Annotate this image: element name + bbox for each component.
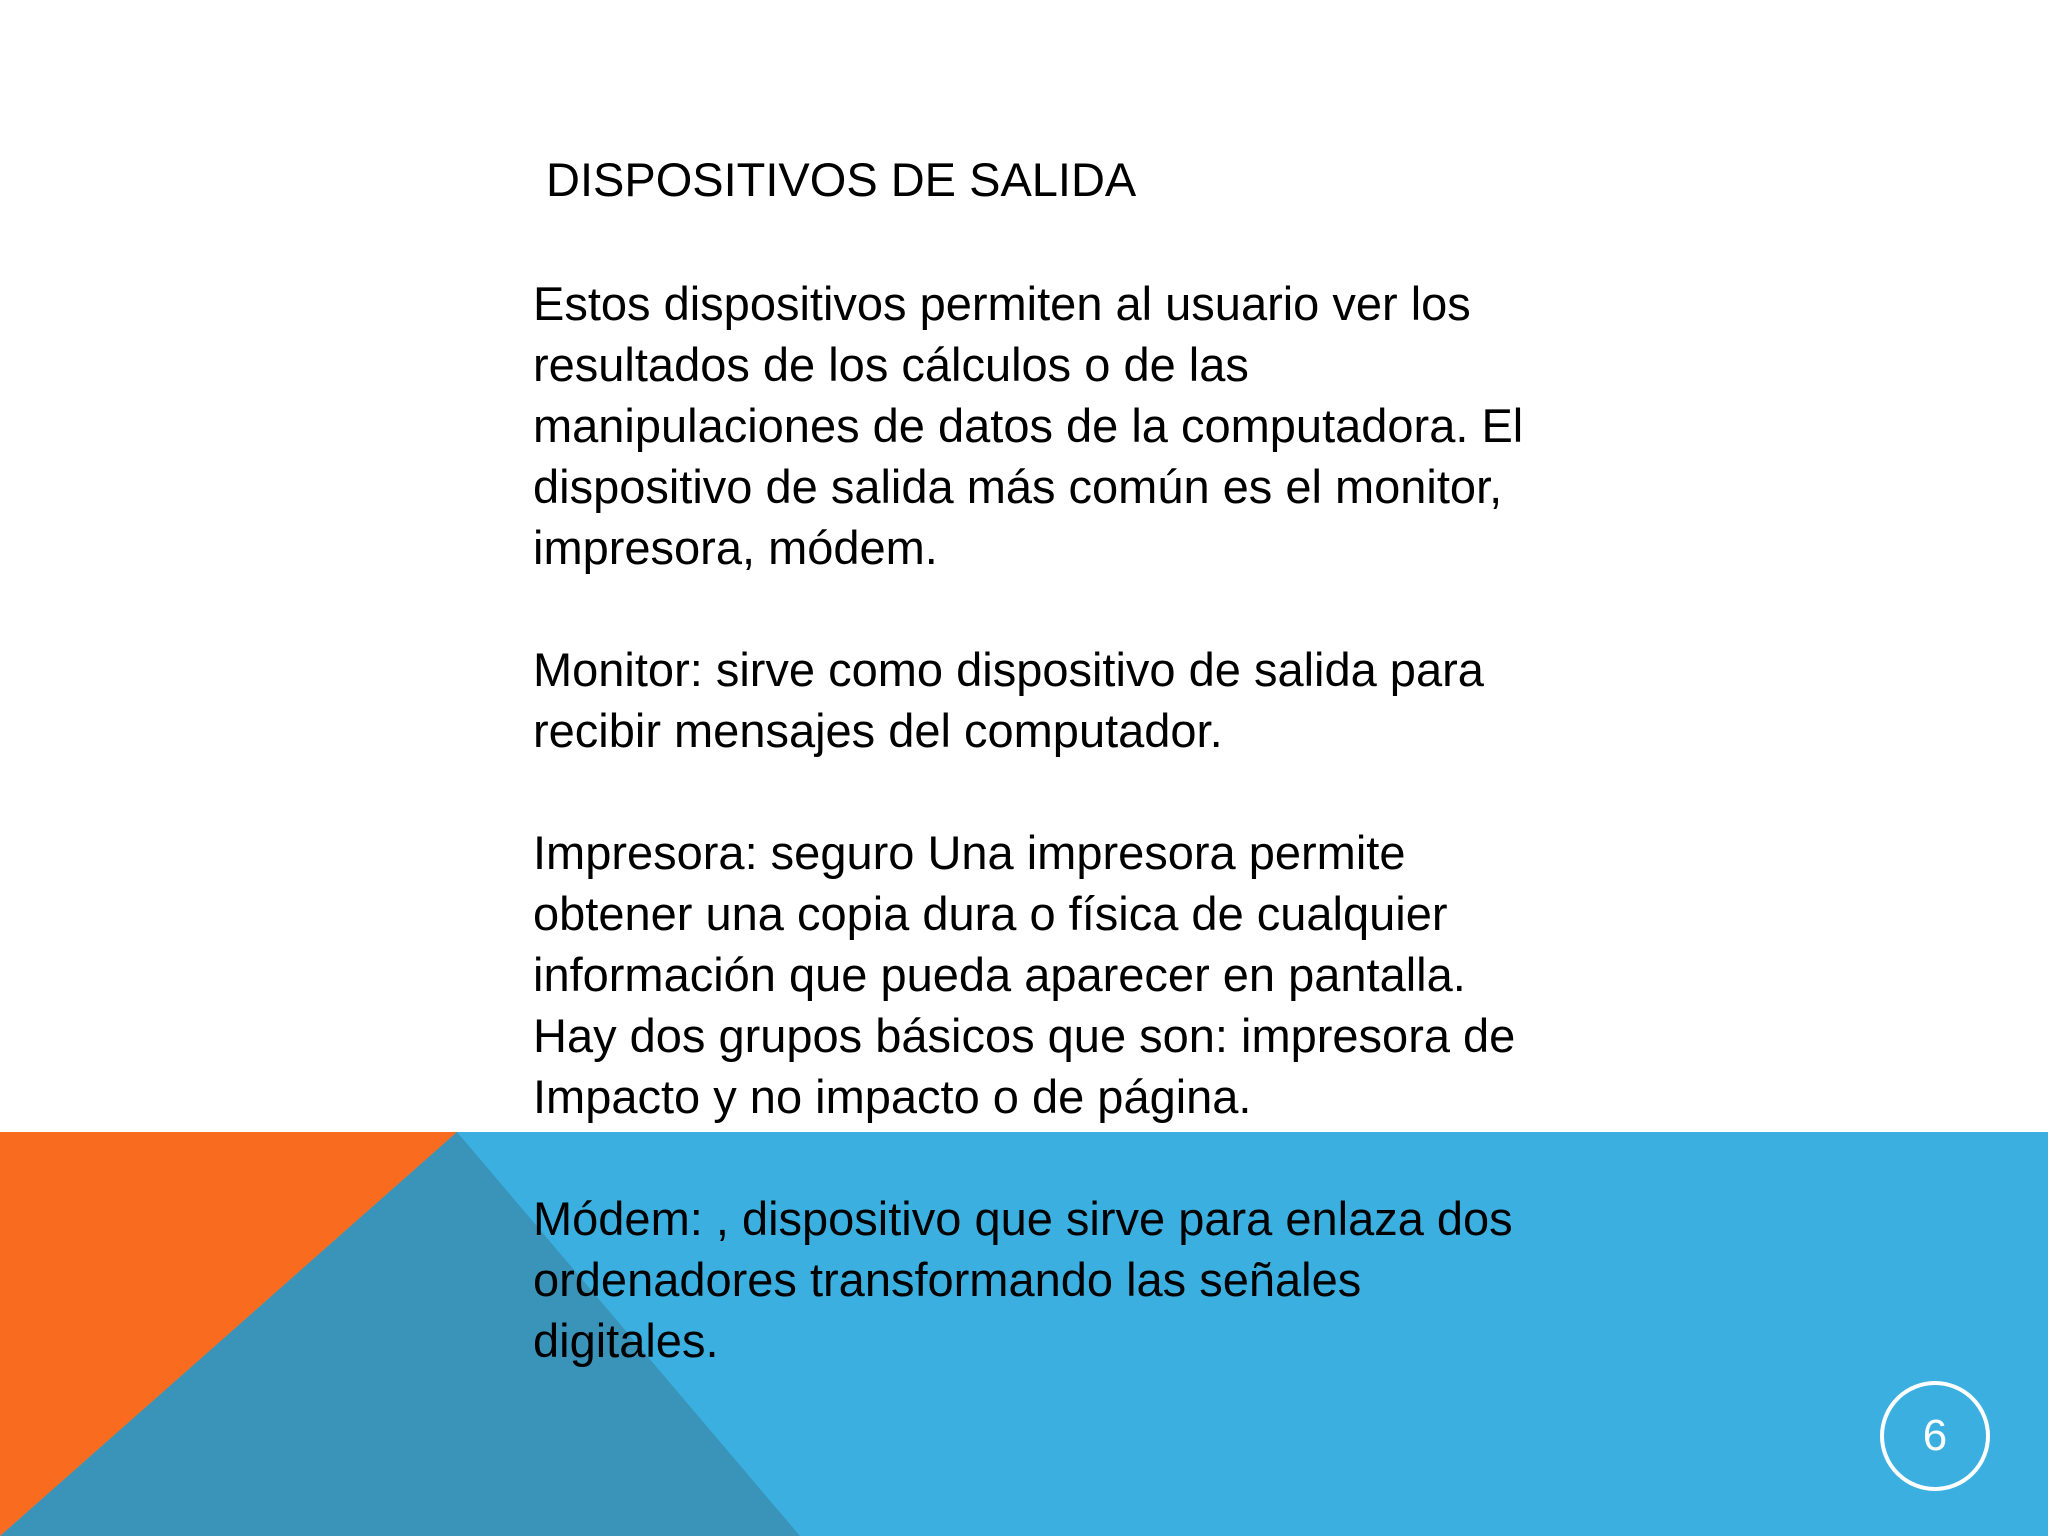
paragraph-intro: Estos dispositivos permiten al usuario ver los resultados de los cálculos o de las manipulaciones de datos de la computadora. El dispositivo de salida más común es el monitor, impresora, módem. xyxy=(533,277,1524,574)
paragraph-modem: Módem: , dispositivo que sirve para enlaza dos ordenadores transformando las señales digitales. xyxy=(533,1192,1513,1367)
slide-body xyxy=(533,273,1533,1371)
page-number: 6 xyxy=(1922,1411,1948,1460)
slide-title: DISPOSITIVOS DE SALIDA xyxy=(546,153,1137,206)
paragraph-monitor: Monitor: sirve como dispositivo de salida para recibir mensajes del computador. xyxy=(533,643,1484,757)
paragraph-impresora: Impresora: seguro Una impresora permite obtener una copia dura o física de cualquier información que pueda aparecer en pantalla. Hay dos grupos básicos que son: impresora de Impacto y no impacto o de página. xyxy=(533,826,1516,1123)
page-number-badge xyxy=(1880,1381,1990,1491)
